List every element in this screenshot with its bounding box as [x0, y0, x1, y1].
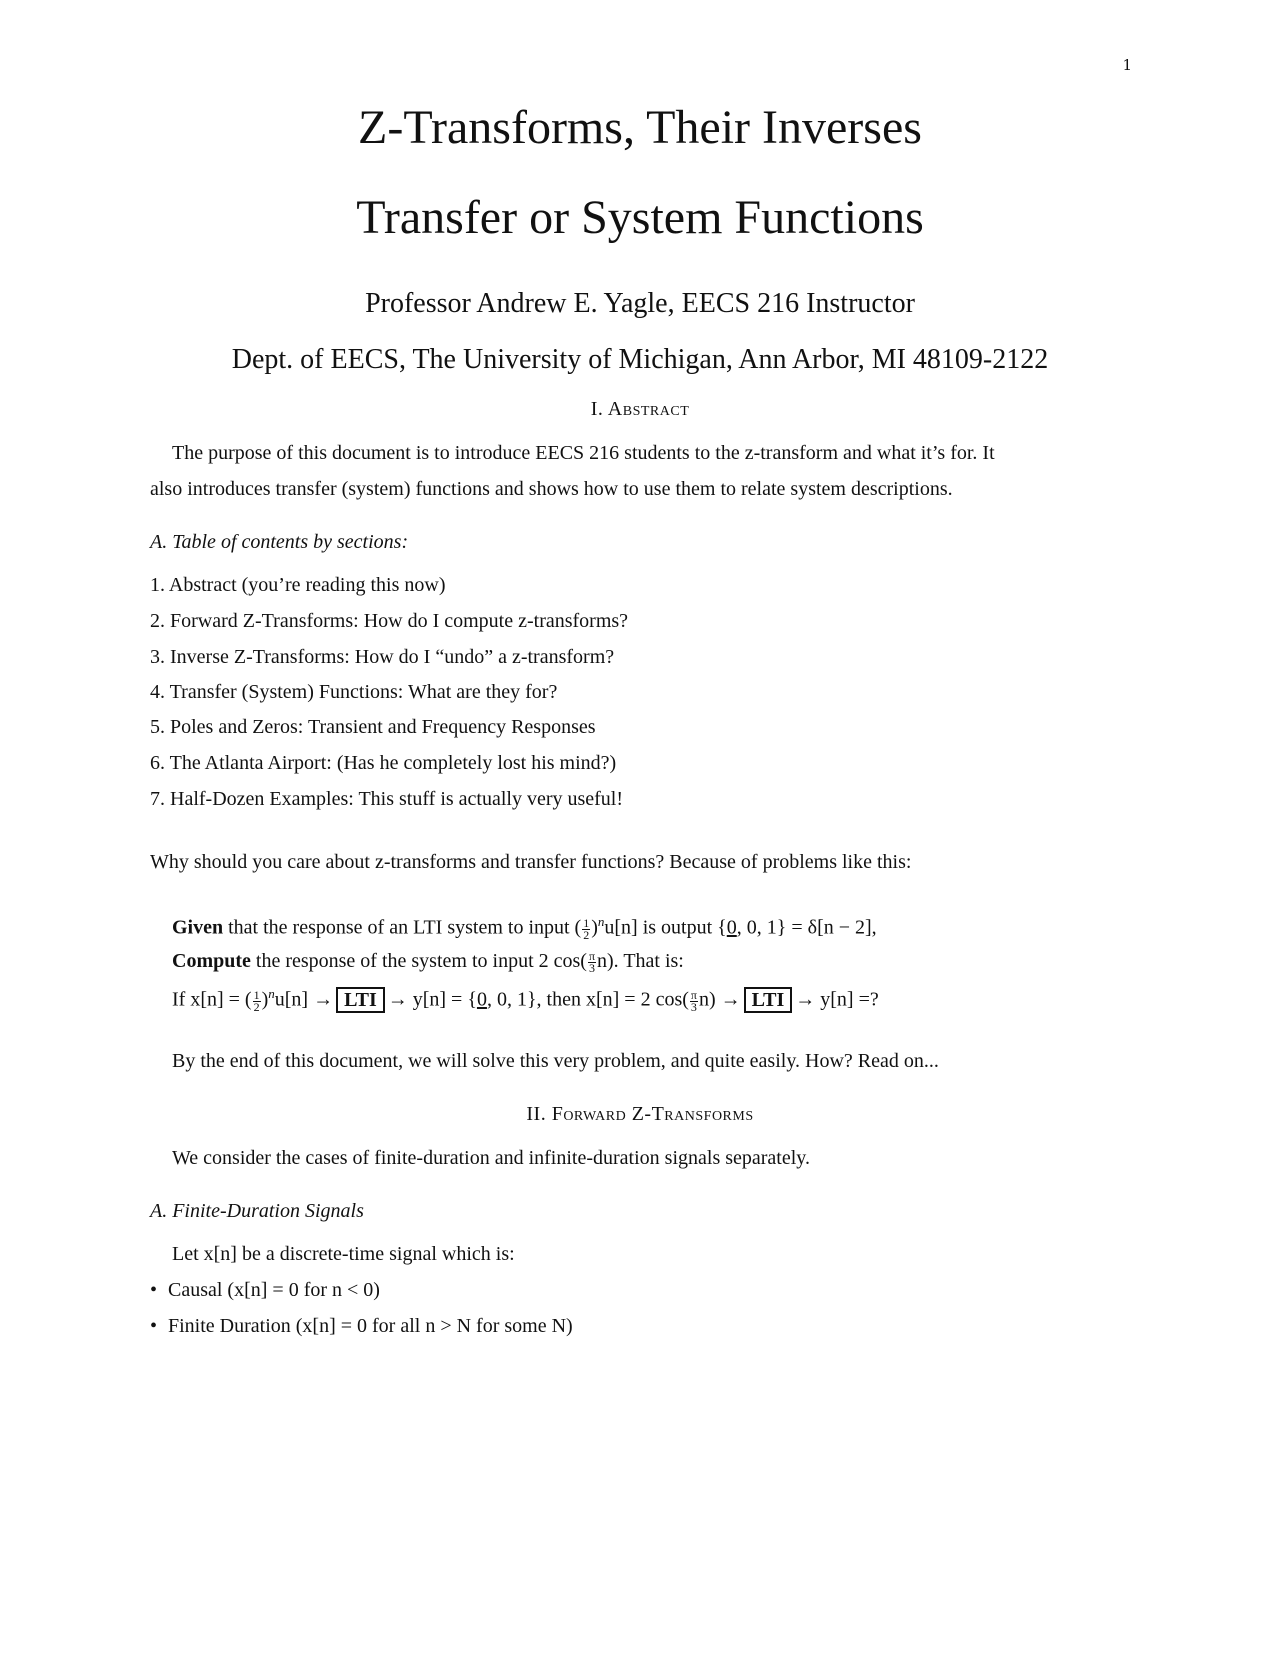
fraction-pi-third: [588, 948, 596, 975]
fraction-half: [582, 915, 590, 942]
lti-box: LTI: [744, 987, 793, 1013]
title-line-1: Z-Transforms, Their Inverses: [358, 101, 922, 154]
given-text: that the response of an LTI system to input (: [223, 916, 582, 939]
section2-intro: We consider the cases of finite-duration and infinite-duration signals separately.: [172, 1147, 810, 1169]
frac-den: 3: [690, 999, 697, 1014]
if-text: n) →: [698, 988, 741, 1011]
title-line-2: Transfer or System Functions: [356, 191, 924, 244]
if-text: → y[n] =?: [795, 988, 879, 1011]
why-line: Why should you care about z-transforms and transfer functions? Because of problems like this:: [150, 851, 912, 873]
exponent-n: n: [597, 914, 605, 929]
given-text: , 0, 1} = δ[n − 2],: [736, 916, 877, 939]
toc-item: 2. Forward Z-Transforms: How do I compute z-transforms?: [150, 610, 629, 632]
frac-den: 3: [588, 960, 595, 975]
underlined-zero: 0: [726, 916, 737, 939]
given-text: ): [591, 916, 598, 939]
toc-heading: A. Table of contents by sections:: [150, 531, 409, 553]
toc-item: 5. Poles and Zeros: Transient and Frequency Responses: [150, 716, 596, 738]
given-line: [172, 914, 877, 941]
exponent-n: n: [268, 986, 275, 1001]
toc-item: 4. Transfer (System) Functions: What are they for?: [150, 681, 558, 703]
abstract-line-2: also introduces transfer (system) functions and shows how to use them to relate system descriptions.: [150, 478, 953, 500]
if-line: [172, 986, 879, 1013]
fraction-half: [253, 987, 261, 1014]
lti-box: LTI: [336, 987, 385, 1013]
bullet-icon: •: [150, 1279, 158, 1301]
frac-num: π: [690, 987, 697, 1002]
frac-den: 2: [583, 927, 590, 942]
given-label: Given: [172, 916, 224, 939]
page-number: 1: [1122, 56, 1132, 74]
fraction-pi-third: [690, 987, 698, 1014]
let-line: Let x[n] be a discrete-time signal which is:: [172, 1243, 515, 1265]
abstract-line-1: The purpose of this document is to introduce EECS 216 students to the z-transform and what it’s for. It: [172, 442, 995, 464]
if-text: → y[n] = {: [387, 988, 477, 1011]
toc-item: 3. Inverse Z-Transforms: How do I “undo” a z-transform?: [150, 646, 615, 668]
compute-label: Compute: [172, 950, 251, 972]
subsection-heading: A. Finite-Duration Signals: [150, 1200, 364, 1222]
affiliation-line: Dept. of EECS, The University of Michigan, Ann Arbor, MI 48109-2122: [231, 344, 1049, 375]
underlined-zero: 0: [476, 988, 487, 1011]
bullet-item: [150, 1279, 380, 1302]
toc-item: 6. The Atlanta Airport: (Has he completely lost his mind?): [150, 752, 617, 774]
compute-text: the response of the system to input 2 cos(: [250, 950, 587, 972]
bullet-text: Causal (x[n] = 0 for n < 0): [168, 1279, 380, 1301]
if-text: u[n] →: [274, 988, 334, 1011]
if-text: ): [261, 988, 269, 1011]
section-heading-abstract: I. Abstract: [590, 398, 690, 420]
bullet-text: Finite Duration (x[n] = 0 for all n > N for some N): [168, 1315, 573, 1337]
compute-line: [172, 950, 684, 974]
compute-text: n). That is:: [597, 950, 684, 972]
frac-num: 1: [253, 987, 260, 1002]
frac-num: π: [588, 948, 596, 963]
bullet-item: [150, 1315, 573, 1338]
author-line: Professor Andrew E. Yagle, EECS 216 Instructor: [365, 288, 915, 319]
end-line: By the end of this document, we will solve this very problem, and quite easily. How? Read on...: [172, 1050, 939, 1072]
if-text: If x[n] = (: [172, 988, 252, 1011]
toc-item: 7. Half-Dozen Examples: This stuff is actually very useful!: [150, 788, 624, 810]
frac-num: 1: [583, 915, 590, 930]
given-text: u[n] is output {: [604, 916, 727, 939]
section-heading-forward: II. Forward Z-Transforms: [526, 1103, 754, 1125]
bullet-icon: •: [150, 1315, 158, 1337]
if-text: , 0, 1}, then x[n] = 2 cos(: [486, 988, 689, 1011]
frac-den: 2: [253, 999, 260, 1014]
toc-item: 1. Abstract (you’re reading this now): [150, 574, 446, 596]
